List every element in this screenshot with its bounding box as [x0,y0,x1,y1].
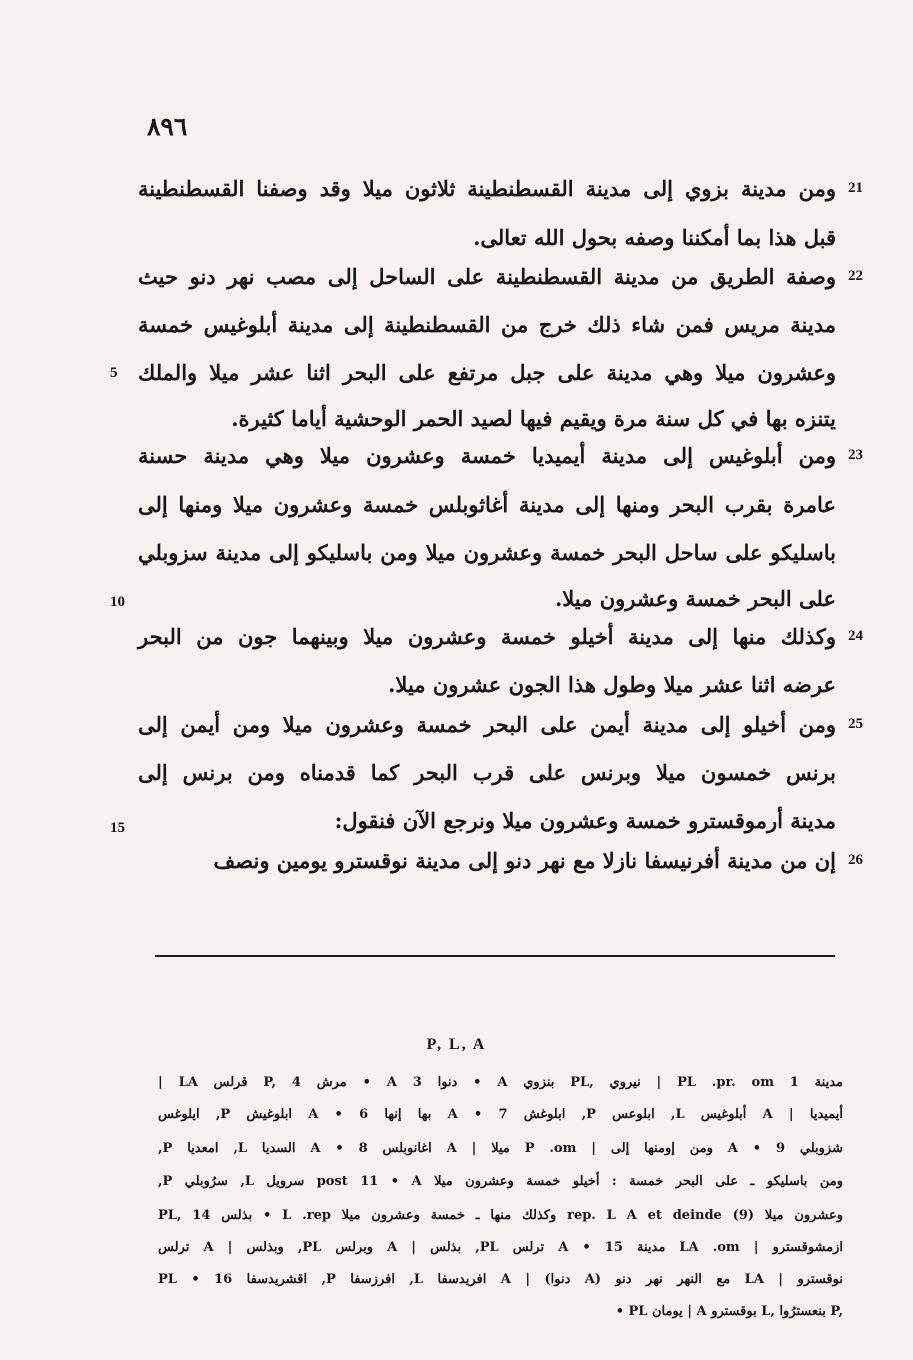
text-line: وصفة الطريق من مدينة القسطنطينة على الساحل إلى مصب نهر دنو حيث [138,264,836,289]
text-line: باسليكو على ساحل البحر خمسة وعشرون ميلا ومن باسليكو إلى مدينة سزوبلي [138,540,836,565]
apparatus-line: • PL يومان | A بوقسترو L, بنعسترُوا P, [615,1304,843,1319]
paragraph-number: 25 [848,716,863,732]
margin-line-number: 10 [110,594,125,610]
apparatus-title: P, L, A [426,1036,487,1053]
apparatus-line: شزوبلي 9 • A ومن إومنها إلى | P .om ميلا | A اغانوبلس 8 • A السديا L, امعديا P, [158,1141,844,1156]
text-line: قبل هذا بما أمكننا وصفه بحول الله تعالى. [473,225,836,250]
paragraph-number: 24 [848,628,863,644]
footnote-divider [155,955,835,957]
page-number: ٨٩٦ [147,112,188,141]
margin-line-number: 15 [110,820,125,836]
margin-line-number: 5 [110,365,118,381]
text-line: إن من مدينة أفرنيسفا نازلا مع نهر دنو إلى مدينة نوقسترو يومين ونصف [213,848,836,873]
paragraph-number: 23 [848,447,863,463]
text-line: برنس خمسون ميلا وبرنس على قرب البحر كما قدمناه ومن برنس إلى [138,760,836,785]
text-line: ومن أخيلو إلى مدينة أيمن على البحر خمسة وعشرون ميلا ومن أيمن إلى [138,712,836,737]
text-line: على البحر خمسة وعشرون ميلا. [554,586,836,611]
apparatus-line: ومن باسليكو ـ على البحر خمسة : أخيلو خمسة وعشرون ميلا post 11 • A سرويل L, سرُوبلي P, [158,1174,843,1189]
paragraph-number: 22 [848,268,863,284]
apparatus-line: PL, بذلس 14 • L .rep وكذلك منها ـ خمسة وعشرون ميلا rep. L A et deinde وعشرون ميلا (9) [158,1208,843,1223]
paragraph-number: 26 [848,852,863,868]
text-line: مدينة أرموقسترو خمسة وعشرون ميلا ونرجع الآن فنقول: [334,808,836,833]
text-line: عرضه اثنا عشر ميلا وطول هذا الجون عشرون ميلا. [388,672,836,697]
text-line: ومن مدينة بزوي إلى مدينة القسطنطينة ثلاثون ميلا وقد وصفنا القسطنطينة [138,176,836,201]
apparatus-line: أيميديا | A أبلوغيس L, ابلوعس P, ابلوغش 7 • A بها إنها 6 • A ابلوغيش P, ايلوغس [158,1107,843,1122]
text-line: يتنزه بها في كل سنة مرة ويقيم فيها لصيد الحمر الوحشية أياما كثيرة. [231,406,836,431]
text-line: وعشرون ميلا وهي مدينة على جبل مرتفع على البحر اثنا عشر ميلا والملك [138,360,836,385]
apparatus-line: ازمشوقسترو | LA .om مدينة 15 • A ترلس PL, بذلس | A وبرلس PL, وبذلس | A ترلس [158,1240,843,1255]
text-line: ومن أبلوغيس إلى مدينة أيميديا خمسة وعشرون ميلا وهي مدينة حسنة [138,443,836,468]
apparatus-line: | LA قرلس P, مرش 4 • A دنوا 3 • A بنزوي PL, نيروي | PL .pr. om مدينة 1 [158,1075,843,1090]
apparatus-line: نوقسترو | LA مع النهر نهر دنو (A دنوا) | A افريدسفا L, افرزسفا P, اقشريدسفا 16 • PL [158,1272,843,1287]
text-line: وكذلك منها إلى مدينة أخيلو خمسة وعشرون ميلا وبينهما جون من البحر [138,624,836,649]
paragraph-number: 21 [848,180,863,196]
text-line: عامرة بقرب البحر ومنها إلى مدينة أغاثوبلس خمسة وعشرون ميلا ومنها إلى [138,492,836,517]
text-line: مدينة مريس فمن شاء ذلك خرج من القسطنطينة إلى مدينة أبلوغيس خمسة [138,312,836,337]
